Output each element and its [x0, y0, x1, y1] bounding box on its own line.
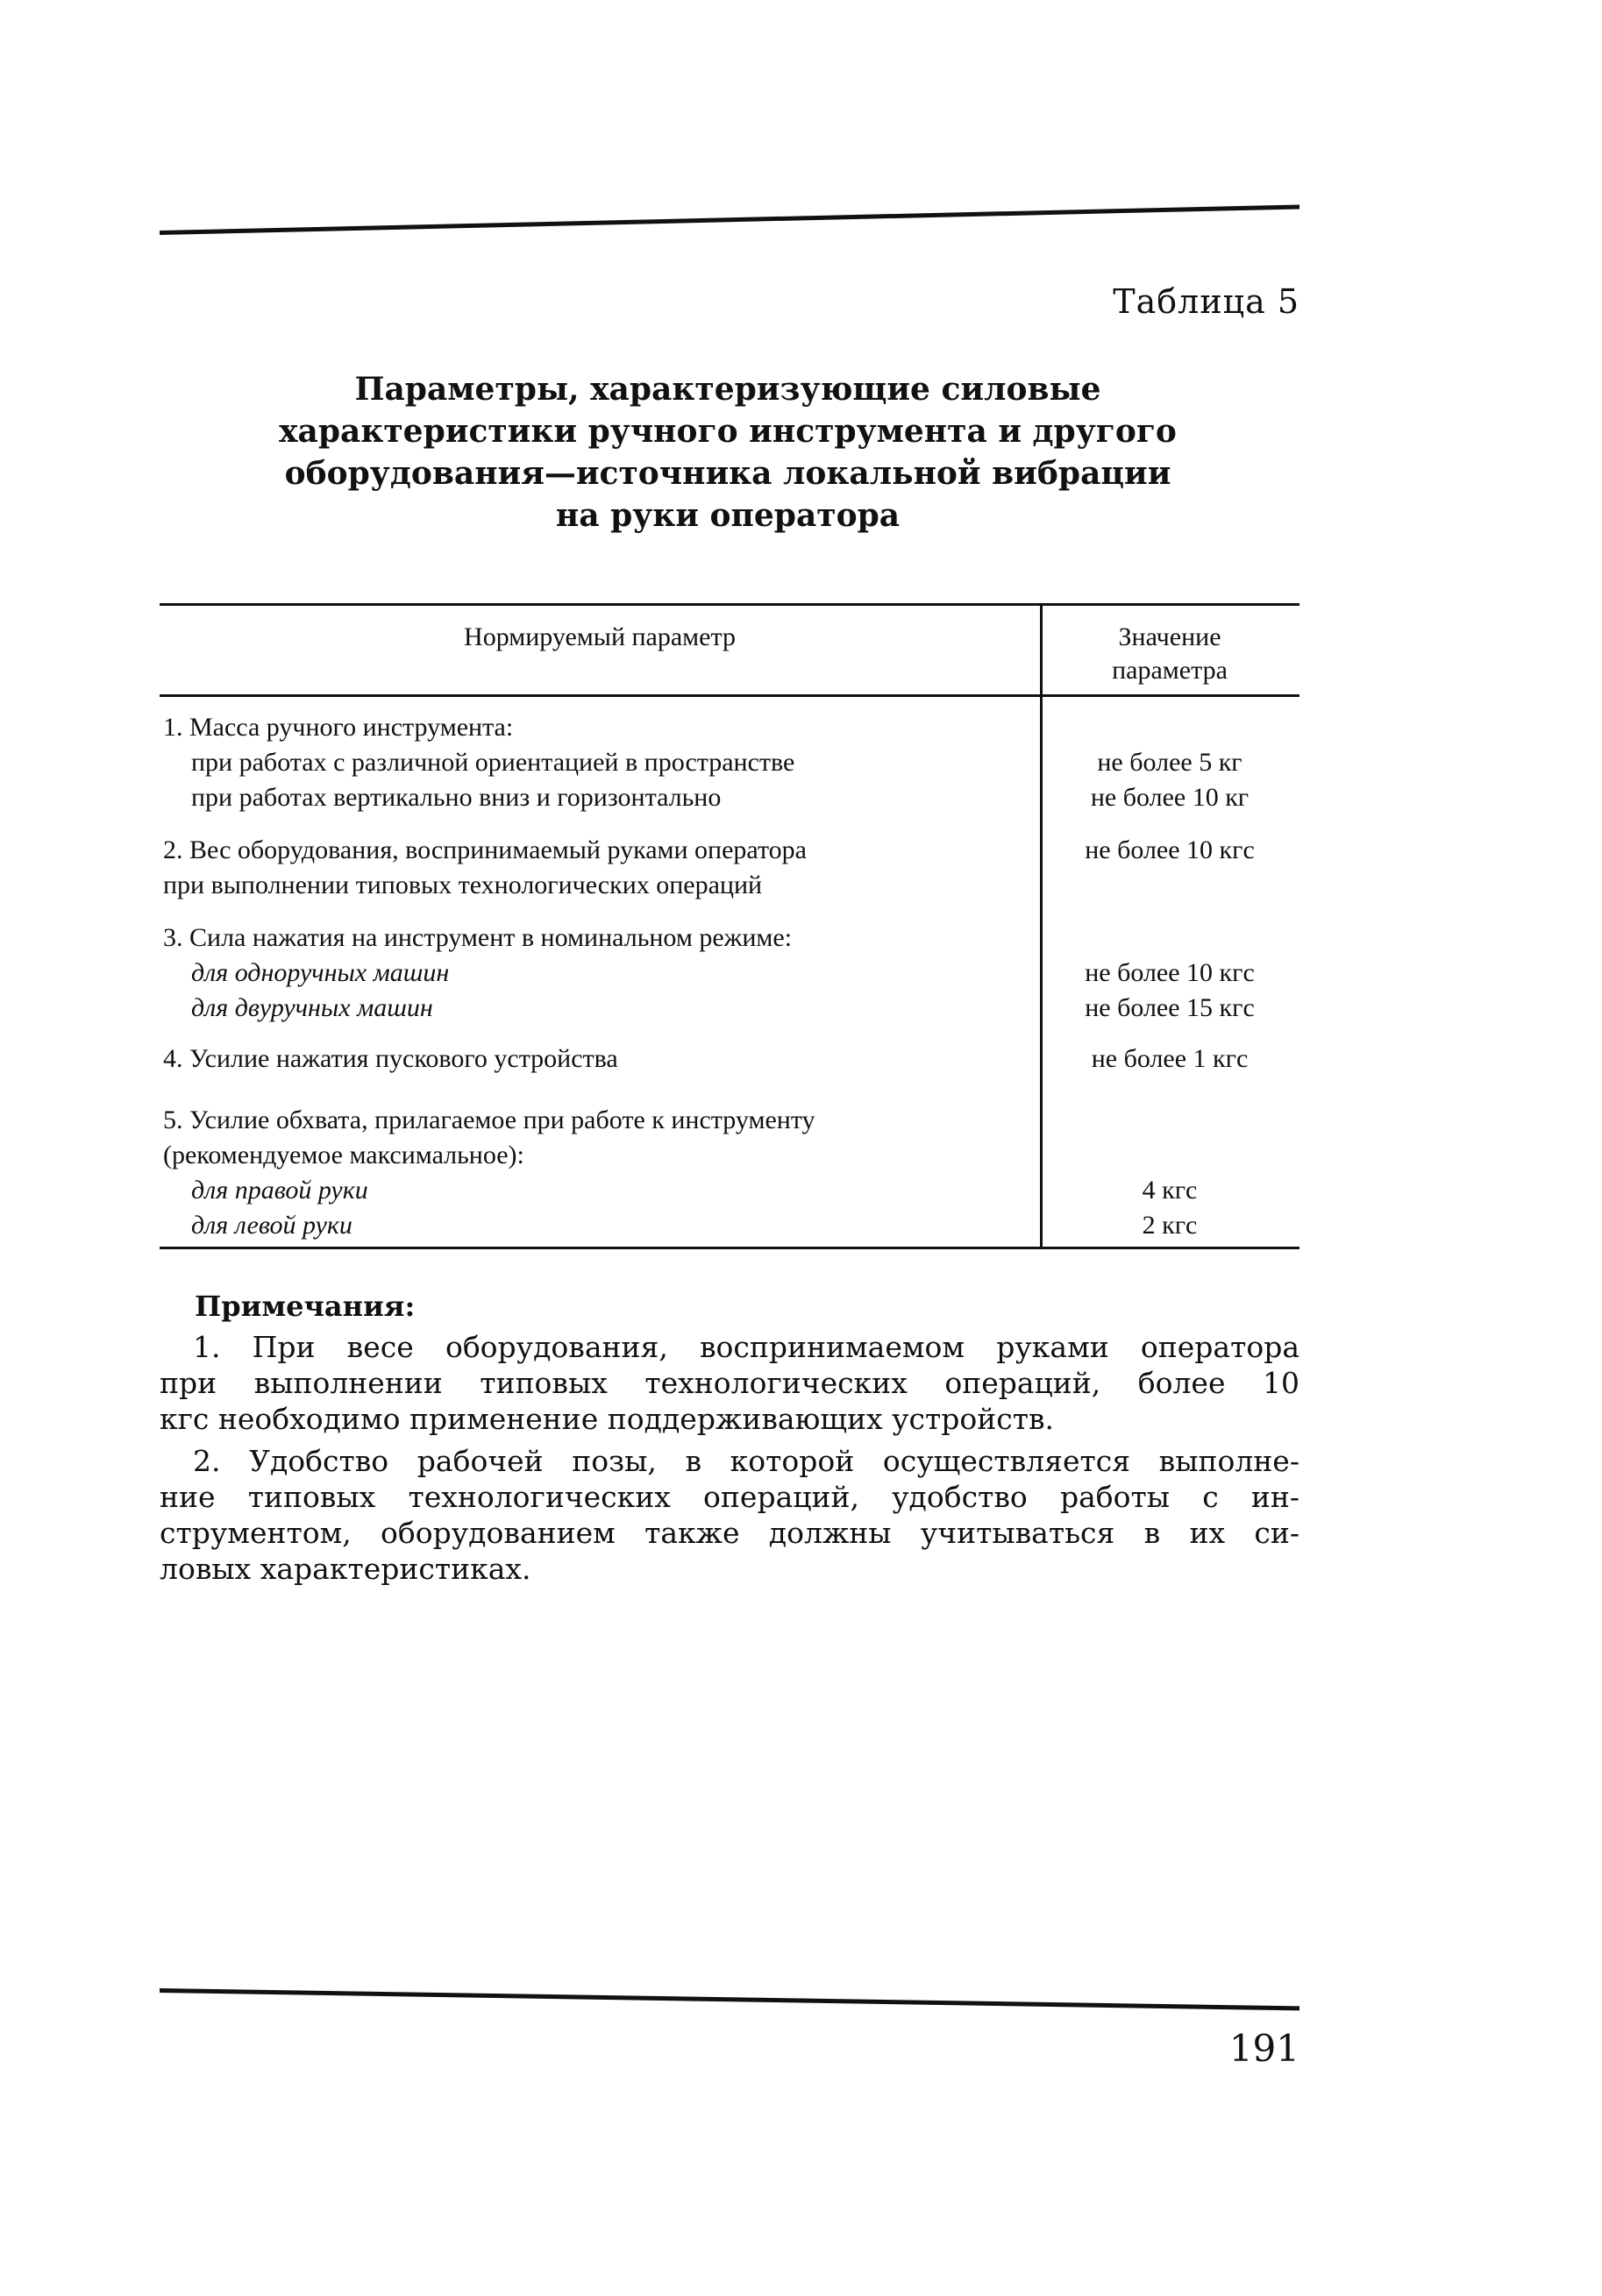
column-header-parameter: Нормируемый параметр	[464, 622, 736, 651]
row-value: не более 10 кгс	[1085, 958, 1255, 987]
row-parameter-line: (рекомендуемое максимальное):	[163, 1141, 524, 1169]
title-line: характеристики ручного инструмента и другого	[279, 413, 1177, 450]
note-line: ловых характеристиках.	[160, 1552, 531, 1586]
table-header-border	[160, 694, 1299, 697]
row-parameter-sub: для правой руки	[191, 1176, 368, 1205]
row-parameter-title: 4. Усилие нажатия пускового устройства	[163, 1044, 618, 1073]
note-line: струментом, оборудованием также должны учитываться в их си-	[160, 1516, 1299, 1550]
row-parameter-sub: для левой руки	[191, 1211, 352, 1240]
row-parameter-sub: при работах с различной ориентацией в пространстве	[191, 748, 795, 777]
row-parameter-sub: для двуручных машин	[191, 993, 433, 1022]
table-title	[246, 368, 1210, 537]
note-line: при выполнении типовых технологических операций, более 10	[160, 1366, 1299, 1400]
row-value: не более 10 кг	[1090, 783, 1250, 812]
top-rule	[160, 204, 1299, 235]
note-line: ние типовых технологических операций, удобство работы с ин-	[160, 1480, 1299, 1514]
row-parameter-line: при выполнении типовых технологических операций	[163, 871, 763, 899]
table-label: Таблица 5	[1113, 282, 1299, 321]
table-top-border	[160, 603, 1299, 606]
title-line: оборудования—источника локальной вибрации	[284, 455, 1171, 492]
column-header-value-line1: Значение	[1118, 622, 1221, 651]
row-parameter-sub: при работах вертикально вниз и горизонтально	[191, 783, 722, 812]
row-value: 4 кгс	[1142, 1176, 1198, 1205]
row-parameter-sub: для одноручных машин	[191, 958, 450, 987]
row-parameter-title: 1. Масса ручного инструмента:	[163, 713, 514, 742]
column-header-value-line2: параметра	[1112, 656, 1228, 685]
title-line: на руки оператора	[555, 497, 901, 534]
row-value: не более 10 кгс	[1085, 835, 1255, 864]
notes-heading: Примечания:	[195, 1290, 416, 1323]
row-parameter-title: 3. Сила нажатия на инструмент в номинальном режиме:	[163, 923, 793, 952]
row-value: 2 кгс	[1142, 1211, 1198, 1240]
table-bottom-border	[160, 1247, 1299, 1249]
page-number: 191	[1228, 2027, 1299, 2070]
note-line: 1. При весе оборудования, воспринимаемом руками оператора	[193, 1330, 1299, 1364]
row-value: не более 15 кгс	[1085, 993, 1255, 1022]
row-parameter-line: 5. Усилие обхвата, прилагаемое при работе к инструменту	[163, 1105, 815, 1134]
title-line: Параметры, характеризующие силовые	[354, 371, 1101, 408]
note-line: кгс необходимо применение поддерживающих устройств.	[160, 1402, 1055, 1436]
bottom-rule	[160, 1988, 1299, 2010]
row-value: не более 5 кг	[1097, 748, 1242, 777]
table-column-divider	[1040, 603, 1043, 1248]
note-line: 2. Удобство рабочей позы, в которой осуществляется выполне-	[193, 1444, 1299, 1478]
row-value: не более 1 кгс	[1091, 1044, 1249, 1073]
row-parameter-line: 2. Вес оборудования, воспринимаемый руками оператора	[163, 835, 807, 864]
